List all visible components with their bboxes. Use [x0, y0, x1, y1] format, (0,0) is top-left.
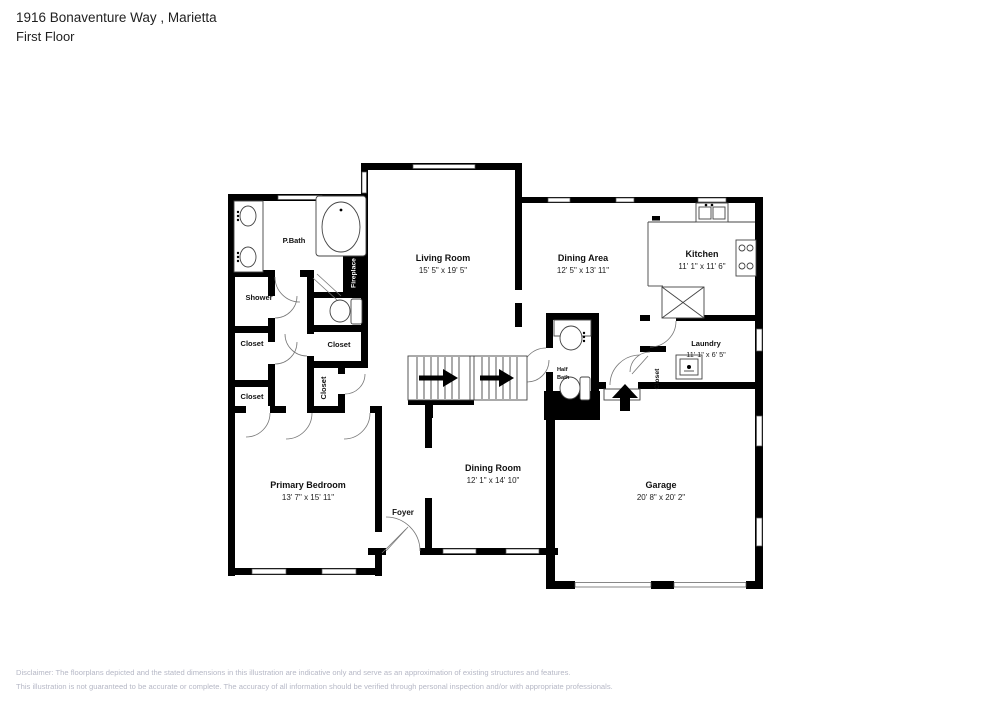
- room-label-dining-area: Dining Area: [557, 253, 609, 263]
- floor-title: First Floor: [16, 29, 75, 44]
- disclaimer-line-2: This illustration is not guaranteed to be accurate or complete. The accuracy of all information should be verified through personal inspection and/or with appropriate professionals.: [16, 682, 613, 691]
- room-dims-dining-area: 12' 5" x 13' 11": [556, 266, 610, 275]
- room-dims-laundry: 11' 1" x 6' 5": [686, 350, 726, 359]
- garage-door: [575, 583, 651, 588]
- room-label-half-bath-2: Bath: [557, 375, 570, 381]
- room-label-closet: Closet: [240, 339, 264, 348]
- room-label-living: Living Room: [415, 253, 471, 263]
- room-dims-primary: 13' 7" x 15' 11": [281, 493, 335, 502]
- half-bath-sink: [554, 320, 591, 350]
- room-dims-living: 15' 5" x 19' 5": [418, 266, 468, 275]
- room-label-half-bath-1: Half: [557, 367, 568, 373]
- room-label-shower: Shower: [245, 293, 273, 302]
- double-vanity: [234, 201, 263, 272]
- room-label-foyer: Foyer: [392, 508, 414, 517]
- room-label-garage: Garage: [645, 480, 677, 490]
- bathtub: [316, 196, 366, 256]
- stairs: [408, 356, 527, 400]
- stove: [736, 240, 756, 276]
- room-label-laundry: Laundry: [691, 339, 721, 348]
- garage-door: [674, 583, 746, 588]
- room-dims-kitchen: 11' 1" x 11' 6": [678, 262, 726, 271]
- room-label-closet: Closet: [327, 340, 351, 349]
- fireplace-label: Fireplace: [350, 258, 358, 288]
- disclaimer: [16, 666, 613, 694]
- disclaimer-line-1: Disclaimer: The floorplans depicted and the stated dimensions in this illustration are indicative only and serve as an approximation of existing structures and features.: [16, 668, 571, 677]
- room-label-closet: Closet: [240, 392, 264, 401]
- room-label-kitchen: Kitchen: [685, 249, 719, 259]
- kitchen-sink: [696, 203, 728, 222]
- room-label-pbath: P.Bath: [282, 236, 306, 245]
- room-label-primary: Primary Bedroom: [270, 480, 346, 490]
- address-title: 1916 Bonaventure Way , Marietta: [16, 10, 217, 25]
- room-dims-dining-room: 12' 1" x 14' 10": [466, 476, 520, 485]
- room-dims-garage: 20' 8" x 20' 2": [636, 493, 686, 502]
- kitchen-island: [662, 287, 704, 318]
- room-label-closet: Closet: [319, 376, 328, 400]
- room-label-closet: Closet: [654, 368, 661, 390]
- room-label-dining-room: Dining Room: [465, 463, 521, 473]
- toilet: [330, 299, 362, 324]
- entry-arrow: [612, 384, 638, 411]
